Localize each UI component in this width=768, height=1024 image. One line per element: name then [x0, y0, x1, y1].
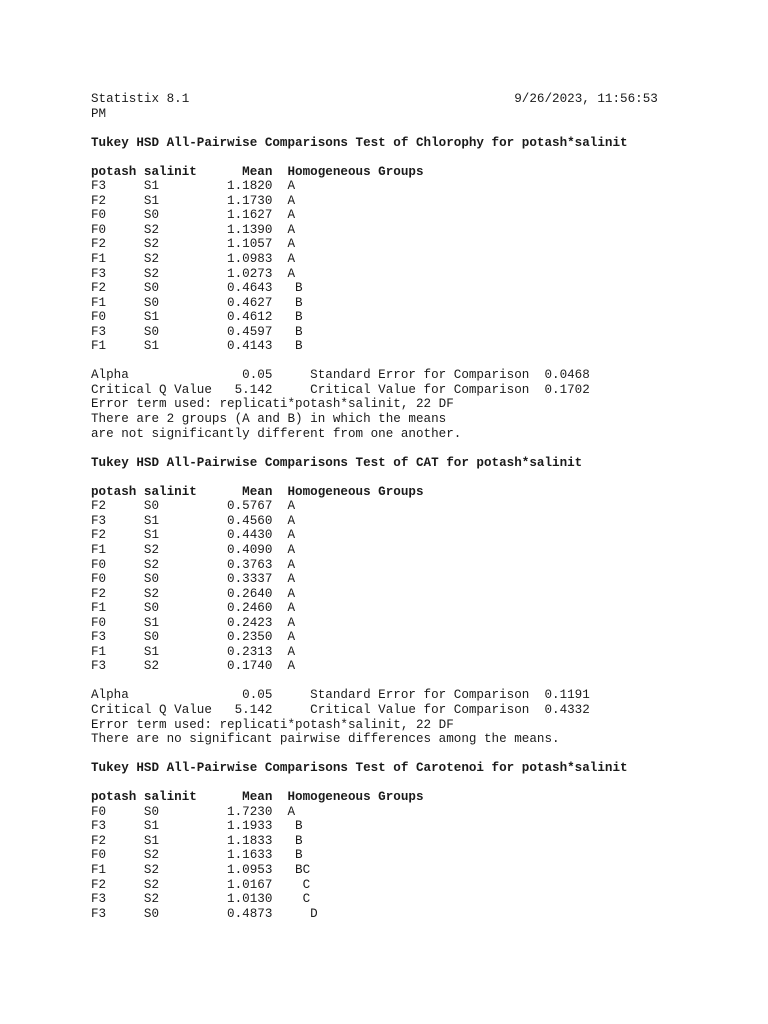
section-note: There are no significant pairwise differences among the means.: [91, 732, 560, 747]
table-row: F0 S1 0.4612 B: [91, 310, 303, 325]
table-row: F3 S0 0.2350 A: [91, 630, 296, 645]
table-row: F1 S2 0.4090 A: [91, 542, 296, 557]
table-row: F2 S2 0.2640 A: [91, 586, 296, 601]
table-row: F0 S2 1.1633 B: [91, 848, 303, 863]
table-row: F3 S0 0.4597 B: [91, 324, 303, 339]
alpha-line: Alpha 0.05 Standard Error for Comparison 0.1191: [91, 688, 590, 703]
table-row: F1 S1 0.4143 B: [91, 339, 303, 354]
table-row: F1 S2 1.0983 A: [91, 252, 296, 267]
table-row: F3 S1 1.1933 B: [91, 819, 303, 834]
report-text: [91, 92, 658, 921]
table-row: F2 S2 1.0167 C: [91, 877, 311, 892]
table-row: F0 S1 0.2423 A: [91, 615, 296, 630]
error-term-line: Error term used: replicati*potash*salinit, 22 DF: [91, 397, 454, 412]
table-row: F0 S2 0.3763 A: [91, 557, 296, 572]
table-row: F3 S1 1.1820 A: [91, 179, 296, 194]
table-row: F2 S0 0.4643 B: [91, 281, 303, 296]
table-row: F0 S0 0.3337 A: [91, 572, 296, 587]
alpha-line: Alpha 0.05 Standard Error for Comparison 0.0468: [91, 368, 590, 383]
table-row: F1 S0 0.4627 B: [91, 295, 303, 310]
table-row: F3 S0 0.4873 D: [91, 906, 318, 921]
error-term-line: Error term used: replicati*potash*salinit, 22 DF: [91, 717, 454, 732]
table-row: F0 S2 1.1390 A: [91, 222, 296, 237]
table-row: F2 S1 0.4430 A: [91, 528, 296, 543]
report-time-ampm: PM: [91, 106, 107, 121]
table-row: F1 S2 1.0953 BC: [91, 862, 311, 877]
report-datetime: 9/26/2023, 11:56:53: [514, 92, 658, 106]
table-header: potash salinit Mean Homogeneous Groups: [91, 484, 424, 499]
section-title: Tukey HSD All-Pairwise Comparisons Test of Chlorophy for potash*salinit: [91, 135, 628, 150]
table-row: F3 S2 1.0130 C: [91, 892, 311, 907]
software-name: Statistix 8.1: [91, 92, 190, 106]
table-header: potash salinit Mean Homogeneous Groups: [91, 790, 424, 805]
section-title: Tukey HSD All-Pairwise Comparisons Test of CAT for potash*salinit: [91, 455, 583, 470]
table-header: potash salinit Mean Homogeneous Groups: [91, 164, 424, 179]
section-title: Tukey HSD All-Pairwise Comparisons Test of Carotenoi for potash*salinit: [91, 761, 628, 776]
section-note: There are 2 groups (A and B) in which the means: [91, 412, 447, 427]
table-row: F2 S1 1.1833 B: [91, 833, 303, 848]
table-row: F3 S2 0.1740 A: [91, 659, 296, 674]
table-row: F3 S2 1.0273 A: [91, 266, 296, 281]
table-row: F1 S0 0.2460 A: [91, 601, 296, 616]
table-row: F0 S0 1.1627 A: [91, 208, 296, 223]
table-row: F3 S1 0.4560 A: [91, 513, 296, 528]
report-header-line: [91, 92, 658, 106]
table-row: F2 S0 0.5767 A: [91, 499, 296, 514]
table-row: F1 S1 0.2313 A: [91, 644, 296, 659]
table-row: F0 S0 1.7230 A: [91, 804, 296, 819]
section-note: are not significantly different from one another.: [91, 426, 462, 441]
table-row: F2 S1 1.1730 A: [91, 193, 296, 208]
critical-q-line: Critical Q Value 5.142 Critical Value for Comparison 0.1702: [91, 382, 590, 397]
table-row: F2 S2 1.1057 A: [91, 237, 296, 252]
critical-q-line: Critical Q Value 5.142 Critical Value for Comparison 0.4332: [91, 702, 590, 717]
